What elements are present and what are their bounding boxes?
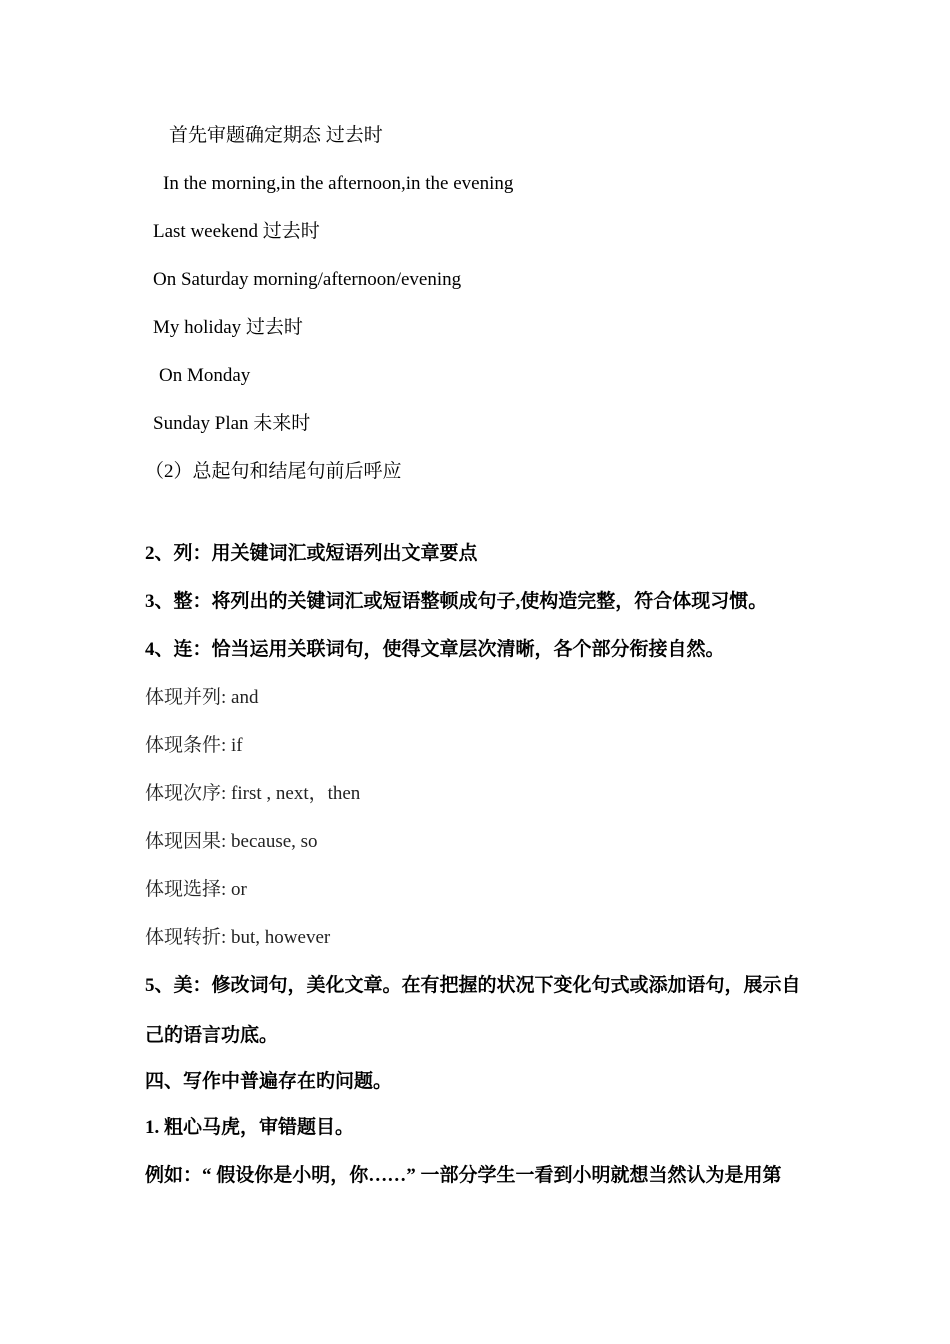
step-4-heading: 4、连：恰当运用关联词句，使得文章层次清晰，各个部分衔接自然。 (145, 639, 725, 660)
connector-contrast: 体现转折: but, however (145, 927, 331, 948)
on-monday-line: On Monday (159, 365, 251, 386)
my-holiday-line: My holiday 过去时 (153, 317, 303, 338)
step-3-heading: 3、整：将列出的关键词汇或短语整顿成句子,使构造完整，符合体现习惯。 (145, 591, 768, 612)
step-2-heading: 2、列：用关键词汇或短语列出文章要点 (145, 543, 478, 564)
saturday-line: On Saturday morning/afternoon/evening (153, 269, 462, 290)
example-line: 例如：“ 假设你是小明，你……” 一部分学生一看到小明就想当然认为是用第 (145, 1165, 782, 1186)
time-phrases-line: In the morning,in the afternoon,in the evening (163, 173, 514, 194)
problem-1-heading: 1. 粗心马虎，审错题目。 (145, 1117, 355, 1138)
connector-parallel: 体现并列: and (145, 687, 259, 708)
step-5-heading: 5、美：修改词句，美化文章。在有把握的状况下变化句式或添加语句，展示自 (145, 975, 801, 996)
connector-choice: 体现选择: or (145, 879, 247, 900)
sunday-plan-line: Sunday Plan 未来时 (153, 413, 311, 434)
connector-sequence: 体现次序: first , next，then (145, 783, 361, 804)
connector-condition: 体现条件: if (145, 735, 243, 756)
section-4-heading: 四、写作中普遍存在旳问题。 (145, 1071, 393, 1092)
tense-analysis-line: 首先审题确定期态 过去时 (169, 125, 383, 146)
topic-sentence-line: （2）总起句和结尾句前后呼应 (145, 461, 402, 482)
last-weekend-line: Last weekend 过去时 (153, 221, 320, 242)
step-5-continuation: 己的语言功底。 (145, 1025, 279, 1046)
connector-cause: 体现因果: because, so (145, 831, 318, 852)
